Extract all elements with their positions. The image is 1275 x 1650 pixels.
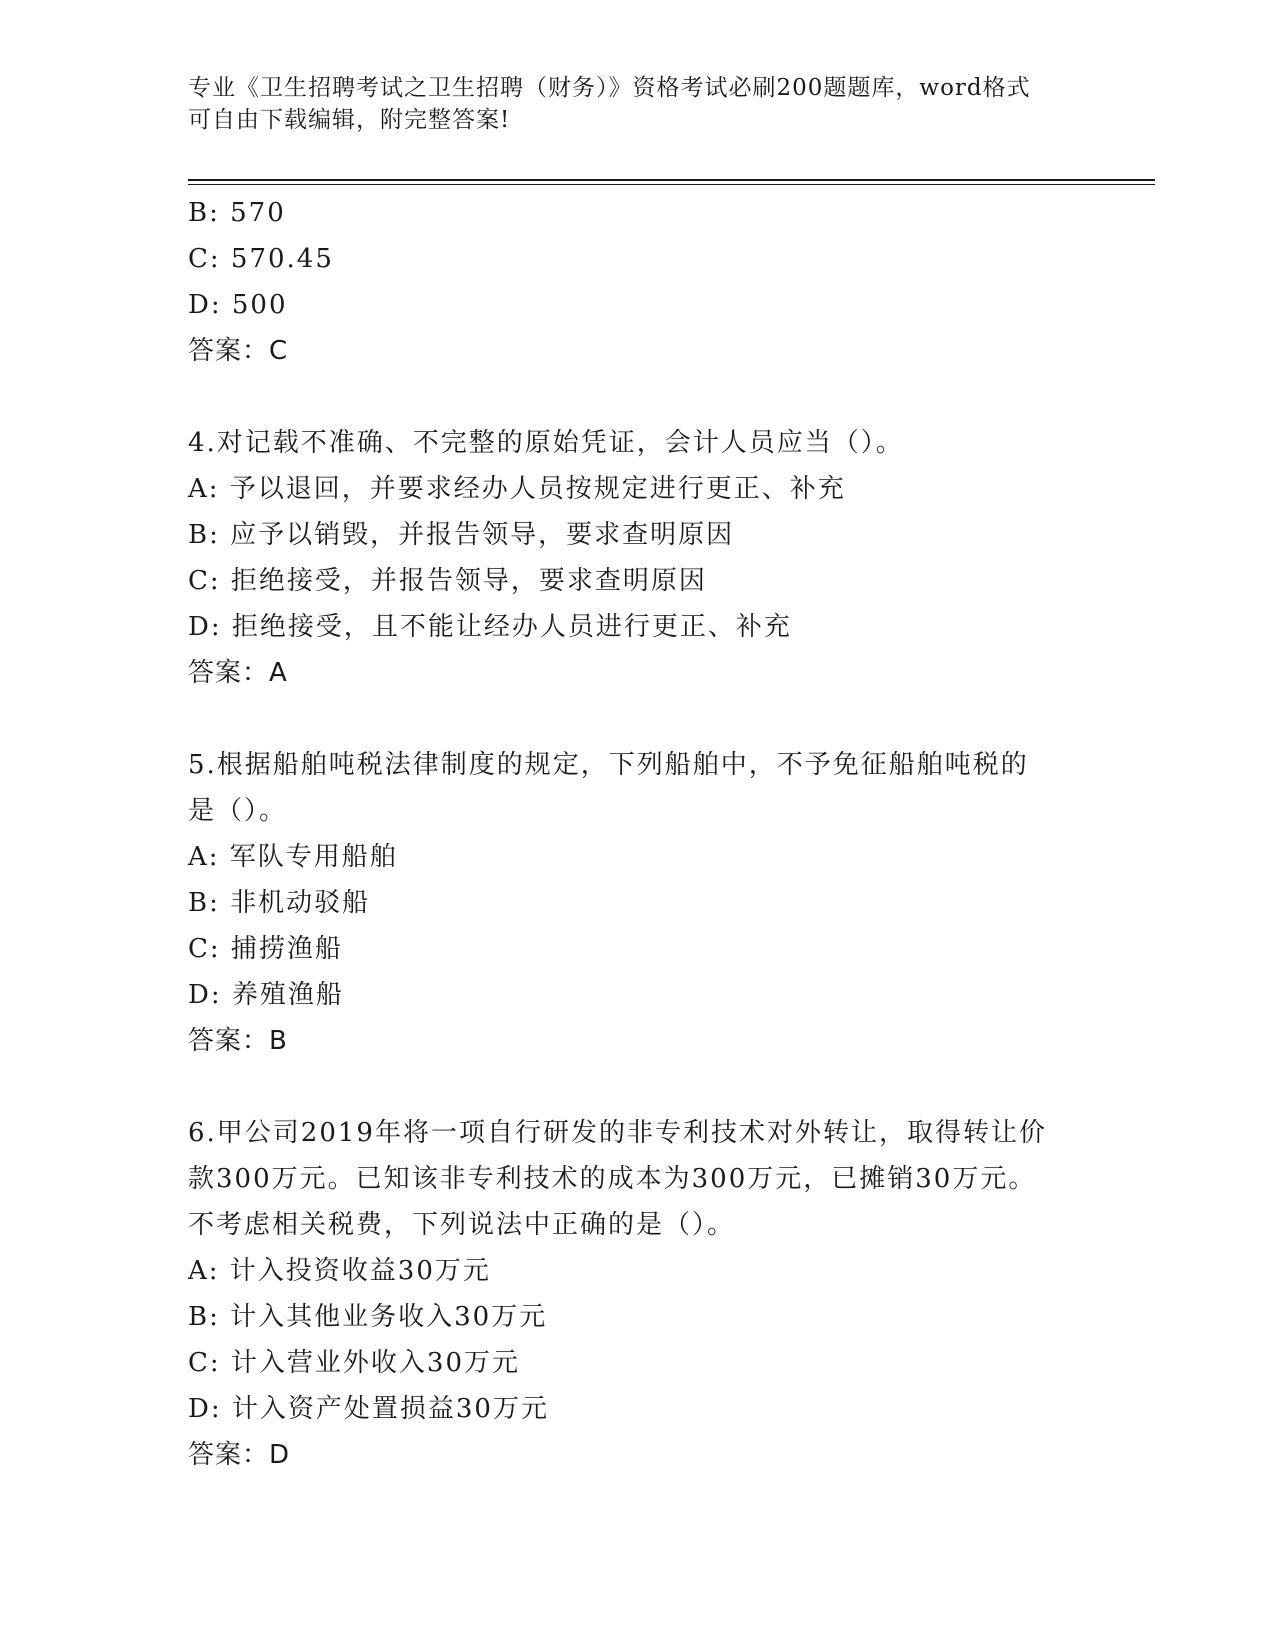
option-c: C: 计入营业外收入30万元 (188, 1348, 521, 1378)
option-b: B: 570 (188, 198, 286, 228)
header-rule-thin (188, 184, 1155, 185)
option-b: B: 非机动驳船 (188, 888, 371, 918)
option-b: B: 应予以销毁，并报告领导，要求查明原因 (188, 520, 735, 550)
option-c: C: 拒绝接受，并报告领导，要求查明原因 (188, 566, 707, 596)
header-rule-thick (188, 179, 1155, 181)
option-d: D: 计入资产处置损益30万元 (188, 1394, 549, 1424)
question-3 (188, 190, 1088, 374)
answer-line: 答案：B (188, 1026, 288, 1056)
header-line-2: 可自由下载编辑，附完整答案! (188, 107, 511, 133)
question-5 (188, 742, 1088, 1064)
question-list (188, 190, 1088, 1478)
question-stem-line-1: 6.甲公司2019年将一项自行研发的非专利技术对外转让，取得转让价 (188, 1118, 1047, 1148)
option-a: A: 计入投资收益30万元 (188, 1256, 491, 1286)
option-c: C: 570.45 (188, 244, 334, 274)
option-d: D: 500 (188, 290, 288, 320)
answer-line: 答案：A (188, 658, 288, 688)
option-b: B: 计入其他业务收入30万元 (188, 1302, 548, 1332)
option-a: A: 予以退回，并要求经办人员按规定进行更正、补充 (188, 474, 846, 504)
question-stem-line-1: 5.根据船舶吨税法律制度的规定，下列船舶中，不予免征船舶吨税的 (188, 750, 1029, 780)
option-c: C: 捕捞渔船 (188, 934, 343, 964)
answer-line: 答案：C (188, 336, 289, 366)
spacer (188, 696, 1088, 742)
question-stem: 4.对记载不准确、不完整的原始凭证，会计人员应当（）。 (188, 428, 904, 458)
document-header (188, 72, 1078, 136)
option-d: D: 养殖渔船 (188, 980, 344, 1010)
question-stem-line-3: 不考虑相关税费，下列说法中正确的是（）。 (188, 1210, 736, 1240)
question-4 (188, 420, 1088, 696)
question-6 (188, 1110, 1088, 1478)
answer-line: 答案：D (188, 1440, 291, 1470)
question-stem-line-2: 款300万元。已知该非专利技术的成本为300万元，已摊销30万元。 (188, 1164, 1037, 1194)
question-stem-line-2: 是（）。 (188, 796, 288, 826)
option-d: D: 拒绝接受，且不能让经办人员进行更正、补充 (188, 612, 792, 642)
spacer (188, 374, 1088, 420)
header-line-1: 专业《卫生招聘考试之卫生招聘（财务）》资格考试必刷200题题库，word格式 (188, 75, 1031, 101)
option-a: A: 军队专用船舶 (188, 842, 398, 872)
spacer (188, 1064, 1088, 1110)
